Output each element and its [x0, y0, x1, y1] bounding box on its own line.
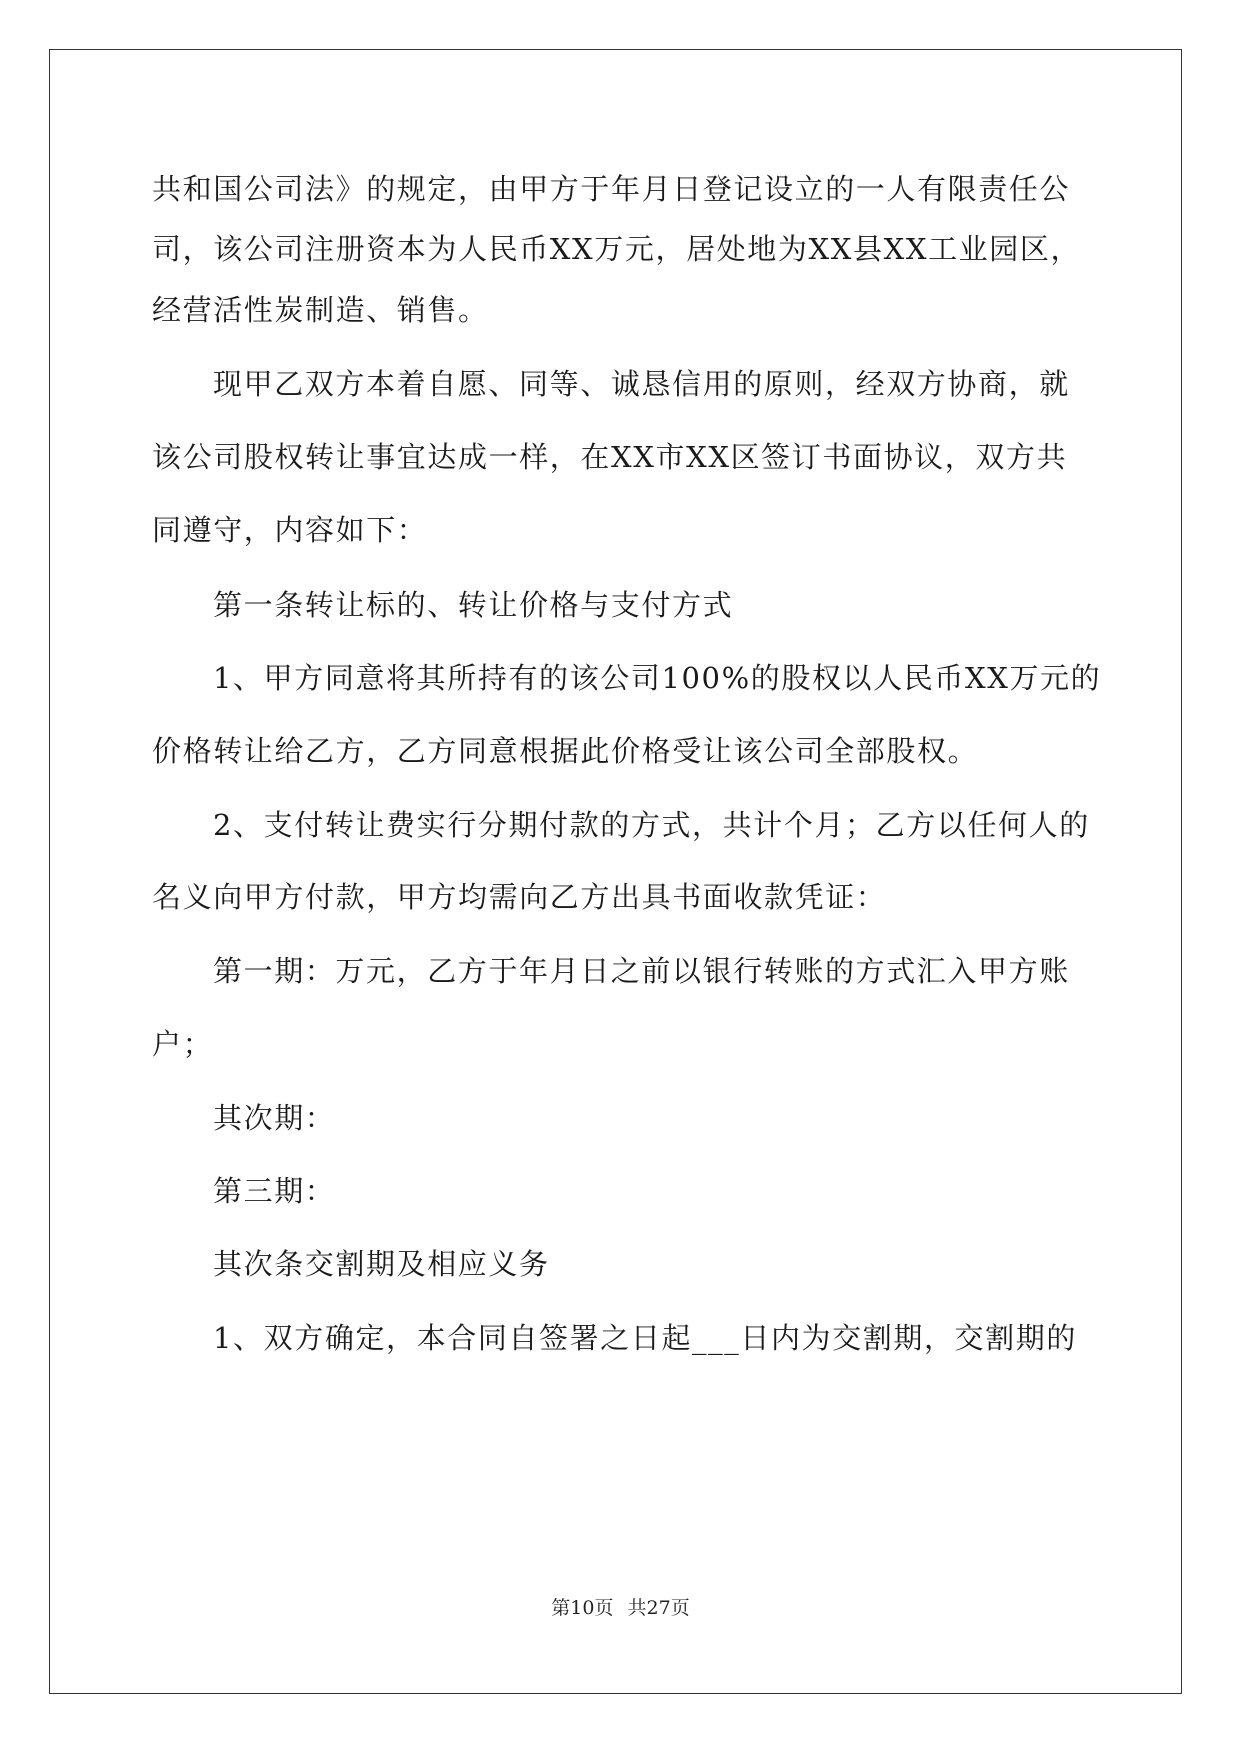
paragraph-line: 2、支付转让费实行分期付款的方式，共计个月；乙方以任何人的 [213, 808, 1090, 842]
page-footer [0, 1596, 1241, 1620]
current-page-label: 第10页 [551, 1597, 614, 1619]
paragraph-line: 同遵守，内容如下： [152, 513, 428, 547]
paragraph-line: 该公司股权转让事宜达成一样，在XX市XX区签订书面协议，双方共 [152, 440, 1068, 474]
paragraph-line: 1、甲方同意将其所持有的该公司100%的股权以人民币XX万元的 [213, 661, 1102, 695]
paragraph-line: 第一期：万元，乙方于年月日之前以银行转账的方式汇入甲方账 [213, 954, 1070, 988]
paragraph-line: 其次期： [213, 1101, 336, 1135]
section-heading: 其次条交割期及相应义务 [213, 1247, 550, 1281]
paragraph-line: 经营活性炭制造、销售。 [152, 293, 489, 327]
paragraph-line: 第三期： [213, 1174, 336, 1208]
paragraph-line: 户； [152, 1027, 214, 1061]
paragraph-line: 价格转让给乙方，乙方同意根据此价格受让该公司全部股权。 [152, 734, 979, 768]
paragraph-line: 现甲乙双方本着自愿、同等、诚恳信用的原则，经双方协商，就 [213, 367, 1070, 401]
paragraph-line: 名义向甲方付款，甲方均需向乙方出具书面收款凭证： [152, 880, 887, 914]
paragraph-line: 共和国公司法》的规定，由甲方于年月日登记设立的一人有限责任公 [152, 172, 1071, 206]
section-heading: 第一条转让标的、转让价格与支付方式 [213, 588, 734, 622]
total-pages-label: 共27页 [627, 1597, 690, 1619]
paragraph-line: 1、双方确定，本合同自签署之日起___日内为交割期，交割期的 [213, 1321, 1077, 1355]
paragraph-line: 司，该公司注册资本为人民币XX万元，居处地为XX县XX工业园区， [152, 232, 1082, 266]
